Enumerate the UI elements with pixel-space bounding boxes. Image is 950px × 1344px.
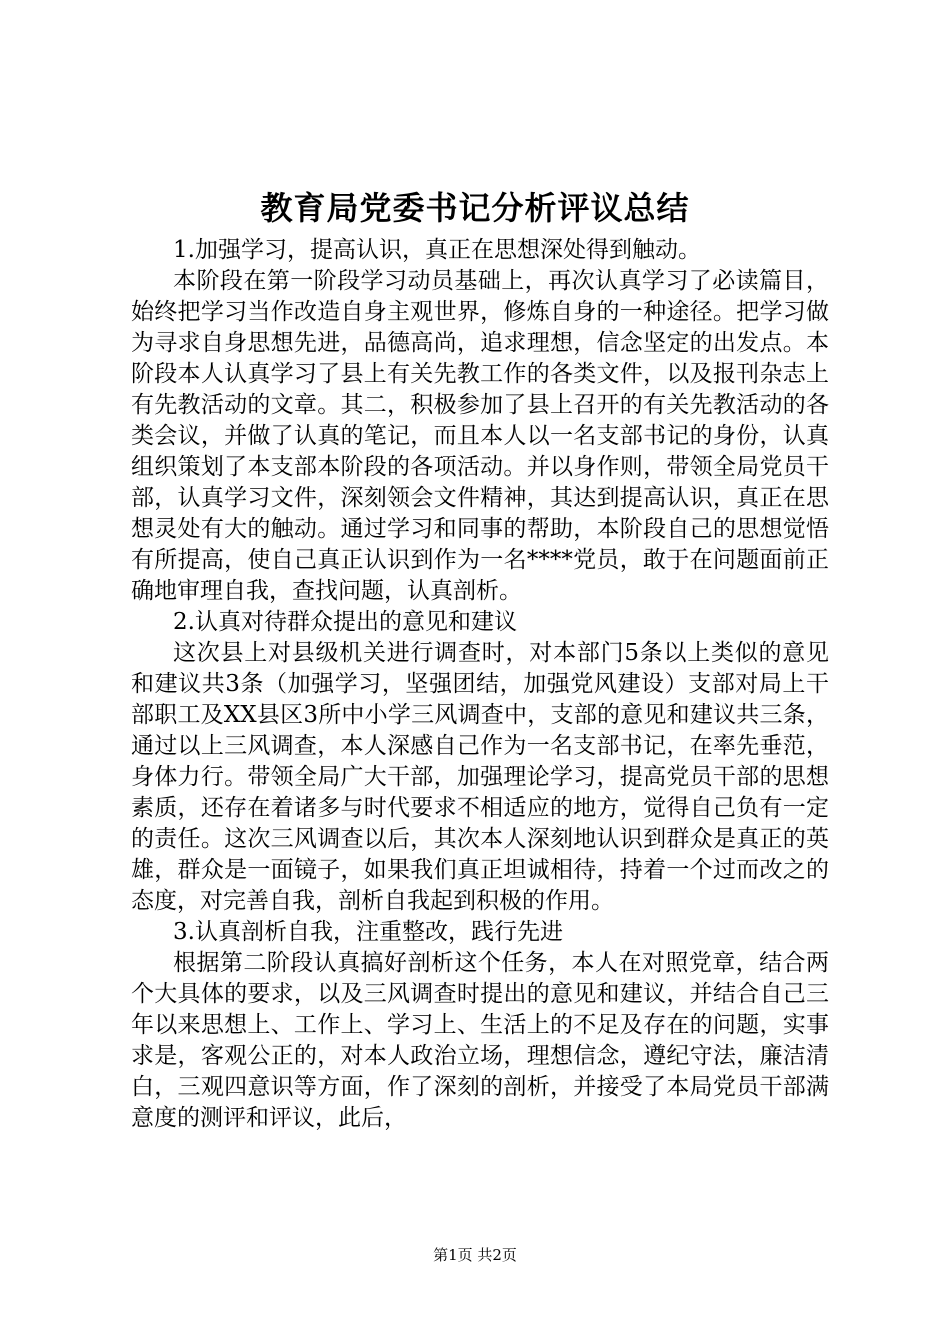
paragraph-3: 根据第二阶段认真搞好剖析这个任务，本人在对照党章，结合两个大具体的要求，以及三风调查时提出的意见和建议，并结合自己三年以来思想上、工作上、学习上、生活上的不足及存在的问题，实事求是，客观公正的，对本人政治立场，理想信念，遵纪守法，廉洁清白，三观四意识等方面，作了深刻的剖析，并接受了本局党员干部满意度的测评和评议，此后， <box>131 950 829 1131</box>
section-heading-2: 2.认真对待群众提出的意见和建议 <box>173 609 517 635</box>
section-heading-3: 3.认真剖析自我，注重整改，践行先进 <box>173 919 563 945</box>
paragraph-2: 这次县上对县级机关进行调查时，对本部门5条以上类似的意见和建议共3条（加强学习，坚强团结，加强党风建设）支部对局上干部职工及XX县区3所中小学三风调查中，支部的意见和建议共三条，通过以上三风调查，本人深感自己作为一名支部书记，在率先垂范，身体力行。带领全局广大干部，加强理论学习，提高党员干部的思想素质，还存在着诸多与时代要求不相适应的地方，觉得自己负有一定的责任。这次三风调查以后，其次本人深刻地认识到群众是真正的英雄，群众是一面镜子，如果我们真正坦诚相待，持着一个过而改之的态度，对完善自我，剖析自我起到积极的作用。 <box>131 640 829 914</box>
section-heading-1: 1.加强学习，提高认识，真正在思想深处得到触动。 <box>173 237 701 263</box>
paragraph-1: 本阶段在第一阶段学习动员基础上，再次认真学习了必读篇目，始终把学习当作改造自身主观世界，修炼自身的一种途径。把学习做为寻求自身思想先进，品德高尚，追求理想，信念坚定的出发点。本阶段本人认真学习了县上有关先教工作的各类文件，以及报刊杂志上有先教活动的文章。其二，积极参加了县上召开的有关先教活动的各类会议，并做了认真的笔记，而且本人以一名支部书记的身份，认真组织策划了本支部本阶段的各项活动。并以身作则，带领全局党员干部，认真学习文件，深刻领会文件精神，其达到提高认识，真正在思想灵处有大的触动。通过学习和同事的帮助，本阶段自己的思想觉悟有所提高，使自己真正认识到作为一名****党员，敢于在问题面前正确地审理自我，查找问题，认真剖析。 <box>131 268 829 604</box>
page-footer: 第1页 共2页 <box>433 1246 517 1264</box>
document-title: 教育局党委书记分析评议总结 <box>260 189 690 227</box>
document-body <box>131 235 829 1134</box>
